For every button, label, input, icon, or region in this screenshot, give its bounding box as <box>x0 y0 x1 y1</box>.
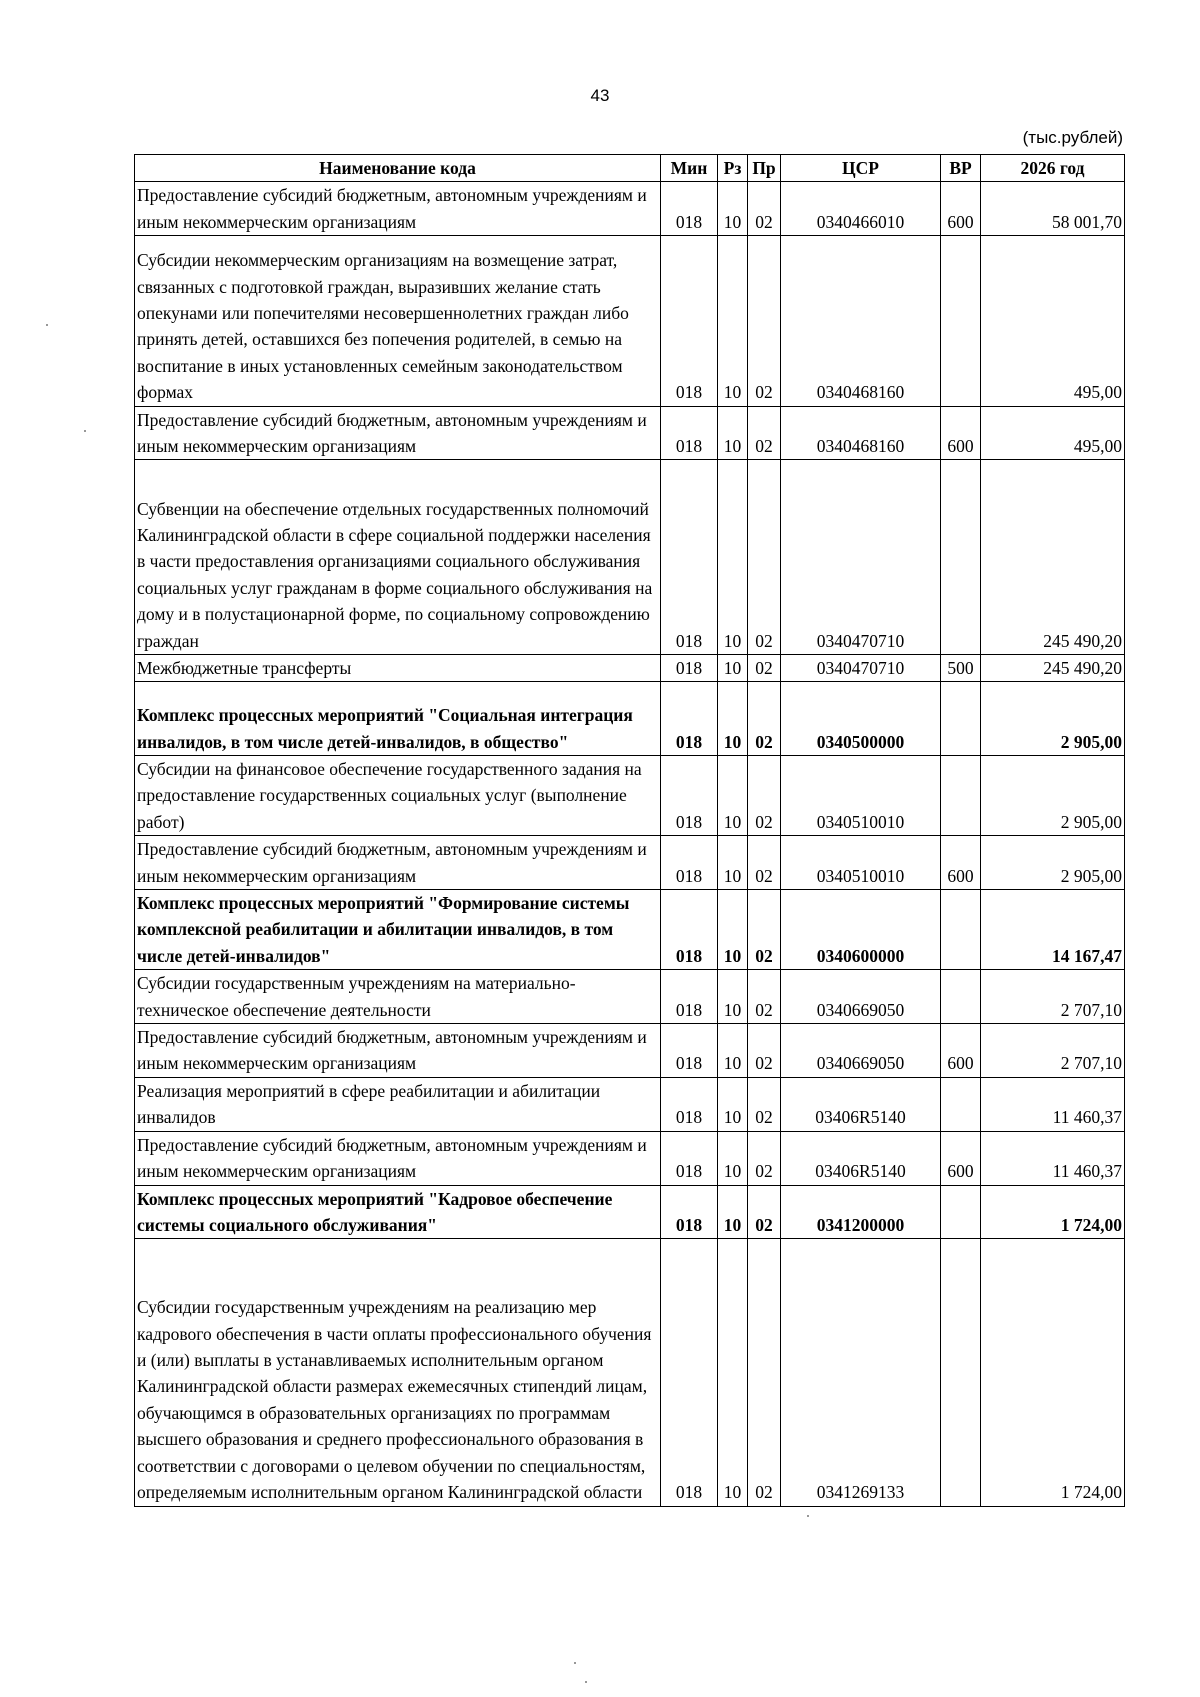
row-vr <box>941 236 981 406</box>
table-row <box>135 1131 1125 1185</box>
row-name: Предоставление субсидий бюджетным, автономным учреждениям и иным некоммерческим организациям <box>135 1131 661 1185</box>
row-name: Комплекс процессных мероприятий "Социальная интеграция инвалидов, в том числе детей-инвалидов, в общество" <box>135 682 661 756</box>
row-min: 018 <box>661 236 718 406</box>
row-csr: 0340468160 <box>781 236 941 406</box>
table-row <box>135 890 1125 970</box>
row-name: Предоставление субсидий бюджетным, автономным учреждениям и иным некоммерческим организациям <box>135 182 661 236</box>
table-row <box>135 1239 1125 1506</box>
row-name: Субвенции на обеспечение отдельных государственных полномочий Калининградской области в сфере социальной поддержки населения в части предоставления организациями социального обслуживания социальных услуг гражданам в форме социального обслуживания на дому и в полустационарной форме, по социальному сопровождению граждан <box>135 460 661 655</box>
row-vr: 500 <box>941 655 981 682</box>
header-year: 2026 год <box>981 155 1125 182</box>
row-rz: 10 <box>718 890 748 970</box>
table-row <box>135 182 1125 236</box>
row-name: Субсидии на финансовое обеспечение государственного задания на предоставление государственных социальных услуг (выполнение работ) <box>135 756 661 836</box>
row-vr: 600 <box>941 1131 981 1185</box>
scan-speck <box>574 1662 576 1664</box>
row-value: 2 905,00 <box>981 756 1125 836</box>
row-csr: 0340669050 <box>781 1024 941 1078</box>
row-min: 018 <box>661 1077 718 1131</box>
row-value: 245 490,20 <box>981 655 1125 682</box>
row-rz: 10 <box>718 1024 748 1078</box>
row-pr: 02 <box>748 890 781 970</box>
row-min: 018 <box>661 756 718 836</box>
row-value: 2 905,00 <box>981 682 1125 756</box>
row-csr: 0340470710 <box>781 655 941 682</box>
units-label: (тыс.рублей) <box>1022 128 1123 147</box>
table-header-row <box>135 155 1125 182</box>
row-csr: 0340500000 <box>781 682 941 756</box>
row-csr: 03406R5140 <box>781 1077 941 1131</box>
row-rz: 10 <box>718 655 748 682</box>
scan-speck <box>585 1681 587 1683</box>
row-min: 018 <box>661 406 718 460</box>
row-value: 495,00 <box>981 406 1125 460</box>
row-vr <box>941 1185 981 1239</box>
row-pr: 02 <box>748 182 781 236</box>
row-name: Межбюджетные трансферты <box>135 655 661 682</box>
row-min: 018 <box>661 1185 718 1239</box>
row-value: 11 460,37 <box>981 1077 1125 1131</box>
row-vr: 600 <box>941 836 981 890</box>
row-pr: 02 <box>748 970 781 1024</box>
row-pr: 02 <box>748 655 781 682</box>
row-rz: 10 <box>718 406 748 460</box>
header-min: Мин <box>661 155 718 182</box>
table-row <box>135 682 1125 756</box>
row-value: 1 724,00 <box>981 1185 1125 1239</box>
row-rz: 10 <box>718 460 748 655</box>
header-rz: Рз <box>718 155 748 182</box>
row-value: 2 707,10 <box>981 1024 1125 1078</box>
row-pr: 02 <box>748 1185 781 1239</box>
row-value: 2 905,00 <box>981 836 1125 890</box>
row-rz: 10 <box>718 182 748 236</box>
row-pr: 02 <box>748 682 781 756</box>
row-pr: 02 <box>748 836 781 890</box>
row-min: 018 <box>661 182 718 236</box>
row-vr <box>941 682 981 756</box>
row-vr <box>941 1239 981 1506</box>
table-row <box>135 756 1125 836</box>
row-pr: 02 <box>748 460 781 655</box>
row-csr: 0340510010 <box>781 836 941 890</box>
row-vr: 600 <box>941 406 981 460</box>
row-vr: 600 <box>941 182 981 236</box>
row-pr: 02 <box>748 1077 781 1131</box>
row-rz: 10 <box>718 1077 748 1131</box>
table-row <box>135 970 1125 1024</box>
row-csr: 0340470710 <box>781 460 941 655</box>
row-value: 14 167,47 <box>981 890 1125 970</box>
row-rz: 10 <box>718 756 748 836</box>
row-name: Субсидии государственным учреждениям на реализацию мер кадрового обеспечения в части оплаты профессионального обучения и (или) выплаты в устанавливаемых исполнительным органом Калининградской области размерах ежемесячных стипендий лицам, обучающимся в образовательных организациях по программам высшего образования и среднего профессионального образования в соответствии с договорами о целевом обучении по специальностям, определяемым исполнительным органом Калининградской области <box>135 1239 661 1506</box>
row-value: 1 724,00 <box>981 1239 1125 1506</box>
row-value: 245 490,20 <box>981 460 1125 655</box>
row-csr: 0340466010 <box>781 182 941 236</box>
row-min: 018 <box>661 836 718 890</box>
row-min: 018 <box>661 460 718 655</box>
row-min: 018 <box>661 1239 718 1506</box>
row-value: 2 707,10 <box>981 970 1125 1024</box>
row-min: 018 <box>661 1131 718 1185</box>
row-csr: 0340510010 <box>781 756 941 836</box>
header-pr: Пр <box>748 155 781 182</box>
row-csr: 0341269133 <box>781 1239 941 1506</box>
row-csr: 0340669050 <box>781 970 941 1024</box>
row-pr: 02 <box>748 406 781 460</box>
row-vr <box>941 460 981 655</box>
row-value: 495,00 <box>981 236 1125 406</box>
row-name: Предоставление субсидий бюджетным, автономным учреждениям и иным некоммерческим организациям <box>135 406 661 460</box>
table-row <box>135 1077 1125 1131</box>
row-name: Предоставление субсидий бюджетным, автономным учреждениям и иным некоммерческим организациям <box>135 1024 661 1078</box>
row-rz: 10 <box>718 836 748 890</box>
row-rz: 10 <box>718 1239 748 1506</box>
header-csr: ЦСР <box>781 155 941 182</box>
row-min: 018 <box>661 682 718 756</box>
row-min: 018 <box>661 970 718 1024</box>
row-name: Субсидии государственным учреждениям на материально-техническое обеспечение деятельности <box>135 970 661 1024</box>
row-rz: 10 <box>718 236 748 406</box>
table-row <box>135 406 1125 460</box>
row-pr: 02 <box>748 236 781 406</box>
row-rz: 10 <box>718 970 748 1024</box>
row-csr: 0340468160 <box>781 406 941 460</box>
row-vr: 600 <box>941 1024 981 1078</box>
scan-speck <box>46 324 48 326</box>
row-pr: 02 <box>748 1024 781 1078</box>
budget-table <box>134 154 1125 1507</box>
row-pr: 02 <box>748 1131 781 1185</box>
table-row <box>135 1185 1125 1239</box>
row-name: Реализация мероприятий в сфере реабилитации и абилитации инвалидов <box>135 1077 661 1131</box>
header-name: Наименование кода <box>135 155 661 182</box>
row-csr: 0341200000 <box>781 1185 941 1239</box>
row-name: Предоставление субсидий бюджетным, автономным учреждениям и иным некоммерческим организациям <box>135 836 661 890</box>
row-csr: 0340600000 <box>781 890 941 970</box>
row-vr <box>941 890 981 970</box>
row-min: 018 <box>661 655 718 682</box>
row-name: Комплекс процессных мероприятий "Формирование системы комплексной реабилитации и абилитации инвалидов, в том числе детей-инвалидов" <box>135 890 661 970</box>
row-rz: 10 <box>718 1185 748 1239</box>
row-vr <box>941 756 981 836</box>
row-min: 018 <box>661 890 718 970</box>
row-vr <box>941 970 981 1024</box>
table-row <box>135 460 1125 655</box>
header-vr: ВР <box>941 155 981 182</box>
row-csr: 03406R5140 <box>781 1131 941 1185</box>
row-pr: 02 <box>748 1239 781 1506</box>
row-value: 58 001,70 <box>981 182 1125 236</box>
row-name: Комплекс процессных мероприятий "Кадровое обеспечение системы социального обслуживания" <box>135 1185 661 1239</box>
row-rz: 10 <box>718 1131 748 1185</box>
table-row <box>135 836 1125 890</box>
row-pr: 02 <box>748 756 781 836</box>
row-rz: 10 <box>718 682 748 756</box>
table-row <box>135 655 1125 682</box>
scan-speck <box>84 430 86 432</box>
page-number: 43 <box>590 86 610 105</box>
table-row <box>135 1024 1125 1078</box>
row-name: Субсидии некоммерческим организациям на возмещение затрат, связанных с подготовкой граждан, выразивших желание стать опекунами или попечителями несовершеннолетних граждан либо принять детей, оставшихся без попечения родителей, в семью на воспитание в иных установленных семейным законодательством формах <box>135 236 661 406</box>
row-min: 018 <box>661 1024 718 1078</box>
table-row <box>135 236 1125 406</box>
row-vr <box>941 1077 981 1131</box>
row-value: 11 460,37 <box>981 1131 1125 1185</box>
scan-speck <box>807 1515 809 1517</box>
